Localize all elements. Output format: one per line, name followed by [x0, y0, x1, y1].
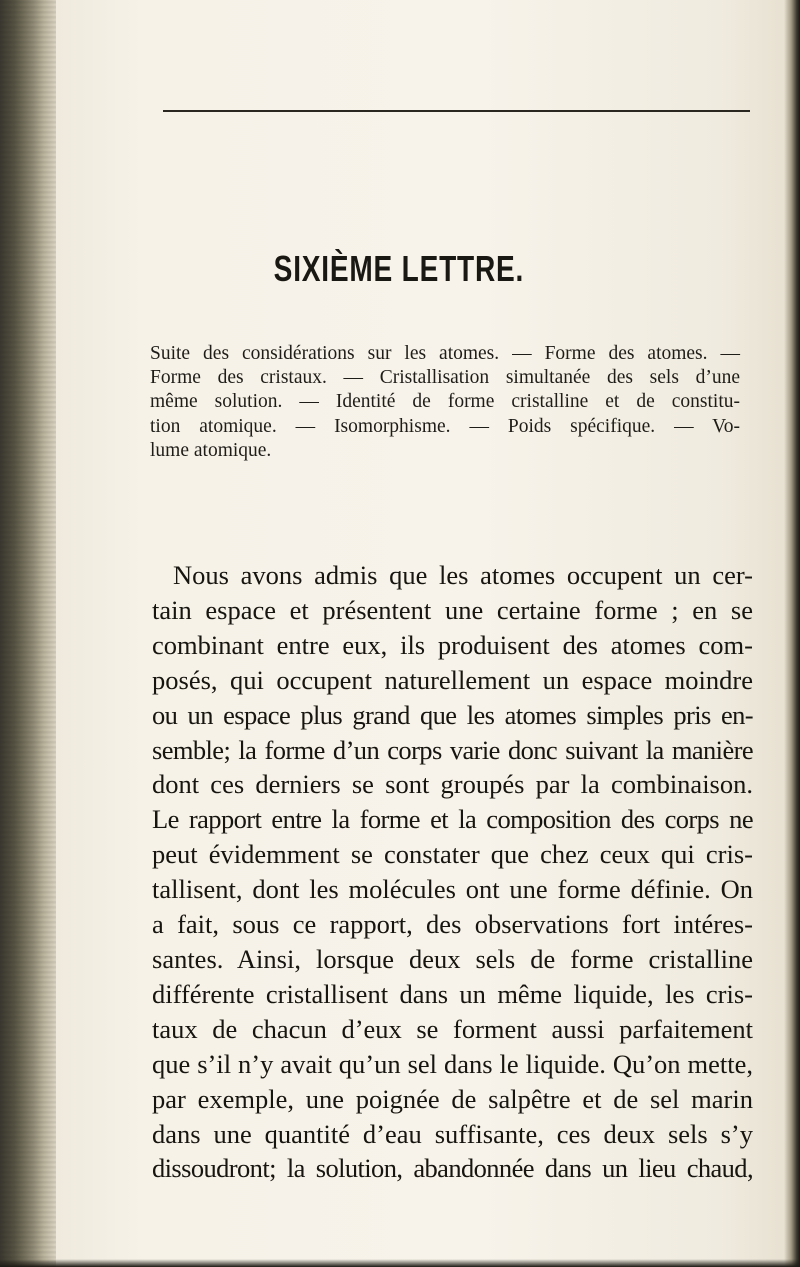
summary-line: même solution. — Identité de forme cristalline et de constitu- — [150, 391, 740, 413]
chapter-title: SIXIÈME LETTRE. — [273, 248, 525, 289]
body-line: dans une quantité d’eau suffisante, ces deux sels s’y — [152, 1118, 753, 1149]
body-line: dont ces derniers se sont groupés par la combinaison. — [152, 769, 753, 800]
page-binding-left — [0, 0, 56, 1267]
body-line: taux de chacun d’eux se forment aussi parfaitement — [152, 1013, 753, 1044]
summary-line: lume atomique. — [150, 439, 272, 461]
summary-line: Forme des cristaux. — Cristallisation simultanée des sels d’une — [150, 367, 740, 389]
body-line: tallisent, dont les molécules ont une forme définie. On — [152, 874, 753, 905]
chapter-summary — [150, 342, 740, 463]
body-line: Le rapport entre la forme et la composition des corps ne — [152, 804, 753, 835]
body-line: combinant entre eux, ils produisent des atomes com- — [152, 629, 753, 660]
body-line: posés, qui occupent naturellement un espace moindre — [152, 664, 753, 695]
body-line: semble; la forme d’un corps varie donc suivant la manière — [152, 734, 753, 765]
body-line: que s’il n’y avait qu’un sel dans le liquide. Qu’on mette, — [152, 1048, 753, 1079]
page-edge-right — [784, 0, 800, 1267]
body-line: peut évidemment se constater que chez ceux qui cris- — [152, 839, 753, 870]
summary-line: Suite des considérations sur les atomes. — Forme des atomes. — — [150, 343, 740, 364]
body-paragraph — [152, 558, 753, 1186]
body-line: par exemple, une poignée de salpêtre et de sel marin — [152, 1083, 753, 1114]
body-line: ou un espace plus grand que les atomes simples pris en- — [152, 699, 753, 730]
body-line: différente cristallisent dans un même liquide, les cris- — [152, 978, 753, 1009]
page-edge-bottom — [0, 1259, 800, 1267]
body-line: Nous avons admis que les atomes occupent un cer- — [173, 560, 753, 590]
header-rule — [163, 110, 750, 112]
body-line: tain espace et présentent une certaine forme ; en se — [152, 594, 753, 625]
body-line: santes. Ainsi, lorsque deux sels de forme cristalline — [152, 943, 753, 974]
body-line: a fait, sous ce rapport, des observations fort intéres- — [152, 909, 753, 940]
summary-line: tion atomique. — Isomorphisme. — Poids spécifique. — Vo- — [150, 415, 740, 437]
body-line: dissoudront; la solution, abandonnée dans un lieu chaud, — [152, 1153, 753, 1184]
